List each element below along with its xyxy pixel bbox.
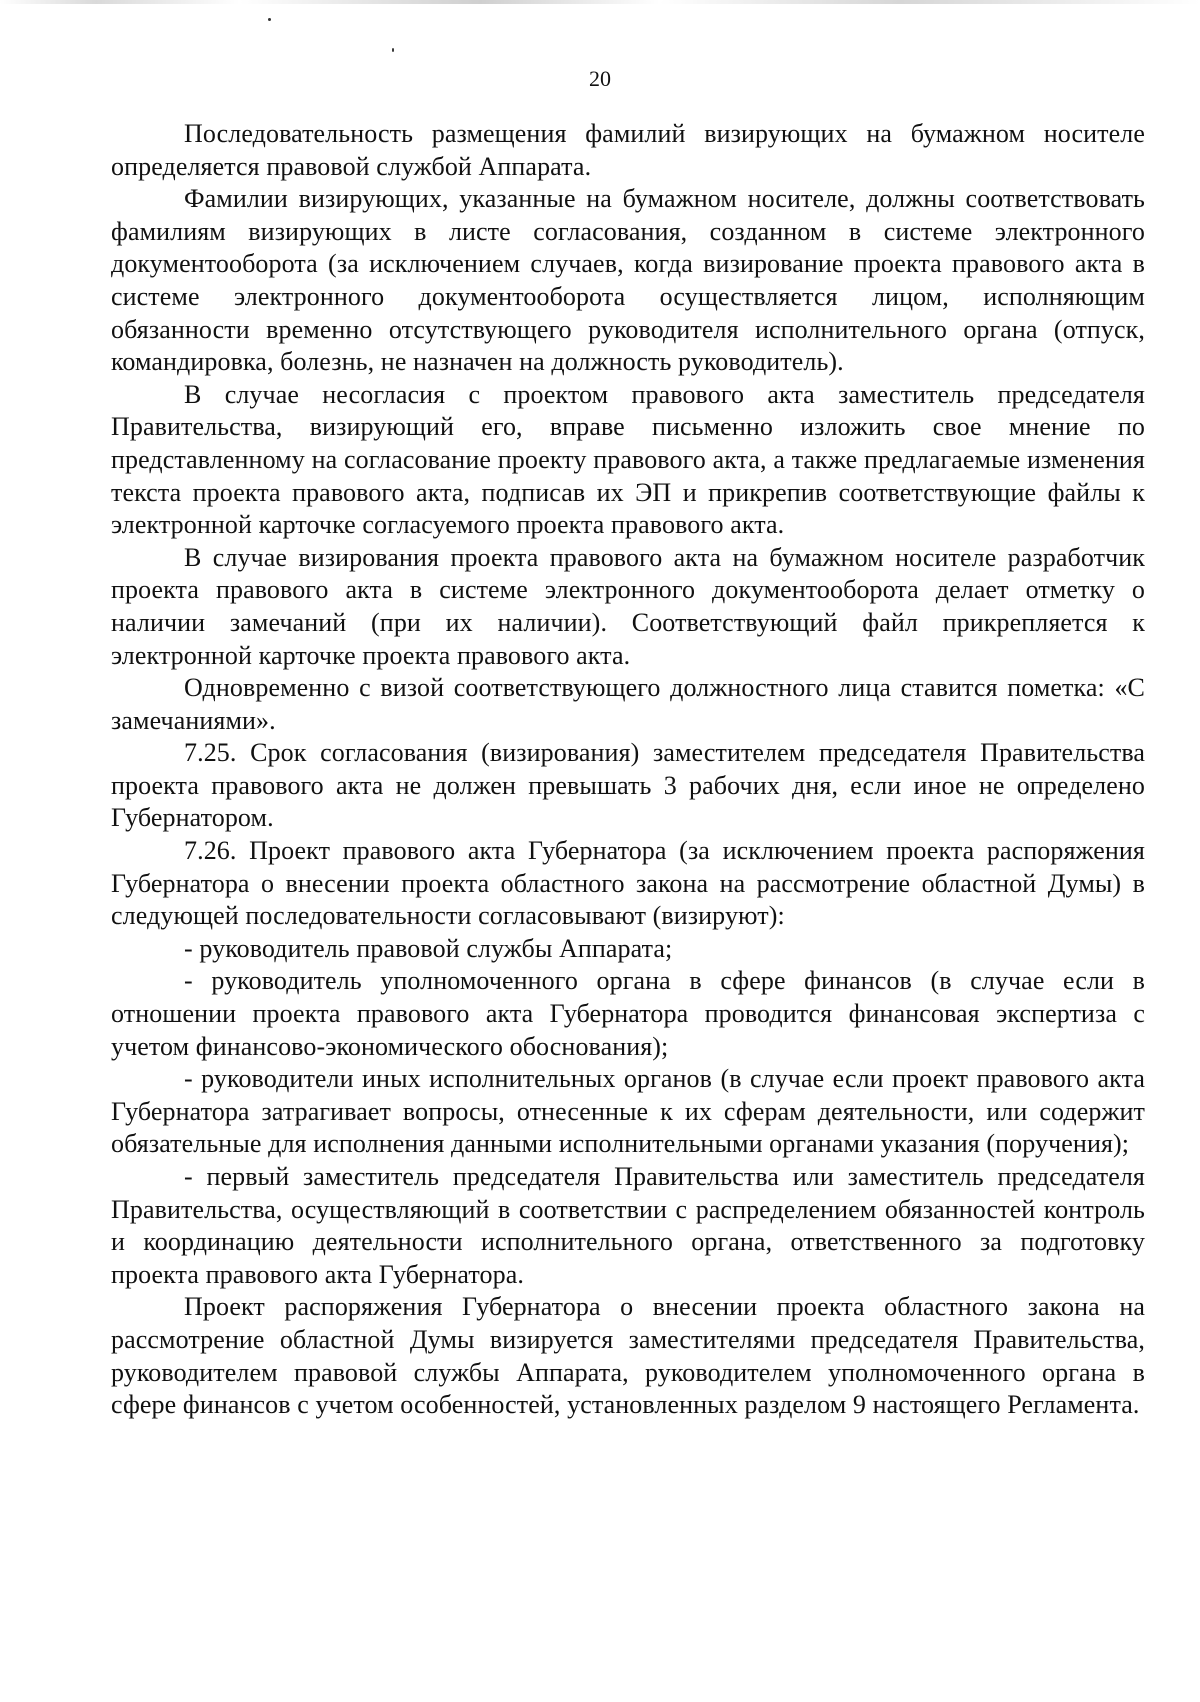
paragraph-7-26: 7.26. Проект правового акта Губернатора (за исключением проекта распоряжения Губернатора о внесении проекта областного закона на рассмотрение областной Думы) в следующей последовательности согласовывают (визируют): (111, 836, 1145, 931)
list-item-deputy-chairman: - первый заместитель председателя Правительства или заместитель председателя Правительства, осуществляющий в соответствии с распределением обязанностей контроль и координацию деятельности исполнительного органа, ответственного за подготовку проекта правового акта Губернатора. (111, 1162, 1145, 1289)
list-item-finance-authority: - руководитель уполномоченного органа в сфере финансов (в случае если в отношении проекта правового акта Губернатора проводится финансовая экспертиза с учетом финансово-экономического обоснования); (111, 966, 1145, 1061)
paragraph-paper-approval: В случае визирования проекта правового акта на бумажном носителе разработчик проекта правового акта в системе электронного документооборота делает отметку о наличии замечаний (при их наличии). Соответствующий файл прикрепляется к электронной карточке проекта правового акта. (111, 542, 1145, 670)
paragraph-7-25: 7.25. Срок согласования (визирования) заместителем председателя Правительства проекта правового акта не должен превышать 3 рабочих дня, если иное не определено Губернатором. (111, 738, 1145, 833)
paragraph-signatory-names: Фамилии визирующих, указанные на бумажном носителе, должны соответствовать фамилиям визирующих в листе согласования, созданном в системе электронного документооборота (за исключением случаев, когда визирование проекта правового акта в системе электронного документооборота осуществляется лицом, исполняющим обязанности временно отсутствующего руководителя исполнительного органа (отпуск, командировка, болезнь, не назначен на должность руководитель). (111, 184, 1145, 377)
paragraph-disagreement: В случае несогласия с проектом правового акта заместитель председателя Правительства, визирующий его, вправе письменно изложить свое мнение по представленному на согласование проекту правового акта, а также предлагаемые изменения текста проекта правового акта, подписав их ЭП и прикрепив соответствующие файлы к электронной карточке согласуемого проекта правового акта. (111, 379, 1145, 540)
scan-speck (268, 18, 271, 21)
document-body (111, 118, 1145, 1422)
paragraph-signatory-order: Последовательность размещения фамилий визирующих на бумажном носителе определяется правовой службой Аппарата. (111, 119, 1145, 181)
page-number: 20 (589, 66, 611, 91)
list-item-executive-bodies: - руководители иных исполнительных органов (в случае если проект правового акта Губернатора затрагивает вопросы, отнесенные к их сферам деятельности, или содержит обязательные для исполнения данными исполнительными органами указания (поручения); (111, 1064, 1145, 1159)
list-item-legal-service: - руководитель правовой службы Аппарата; (184, 933, 673, 963)
scan-top-edge (0, 0, 1200, 4)
scan-speck (392, 48, 394, 52)
paragraph-remarks-note: Одновременно с визой соответствующего должностного лица ставится пометка: «С замечаниями». (111, 673, 1145, 735)
paragraph-regional-law-draft: Проект распоряжения Губернатора о внесении проекта областного закона на рассмотрение областной Думы визируется заместителями председателя Правительства, руководителем правовой службы Аппарата, руководителем уполномоченного органа в сфере финансов с учетом особенностей, установленных разделом 9 настоящего Регламента. (111, 1292, 1145, 1420)
